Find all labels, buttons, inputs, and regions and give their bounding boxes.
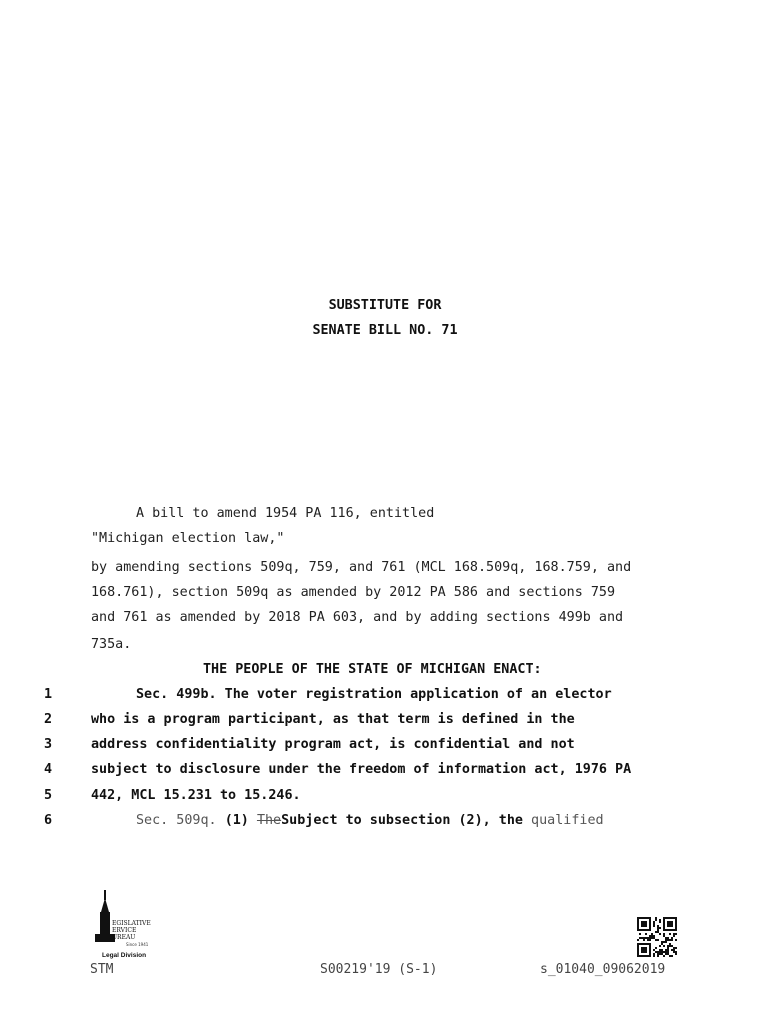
- qr-module: [659, 919, 661, 921]
- qr-module: [675, 947, 677, 949]
- qr-module: [659, 921, 661, 923]
- capitol-dome: [101, 898, 109, 912]
- qr-module: [657, 955, 659, 957]
- qr-module: [655, 917, 657, 919]
- title-line-4: 168.761), section 509q as amended by 2012 PA 586 and sections 759: [91, 585, 616, 600]
- section-label: Sec. 509q.: [136, 813, 217, 828]
- logo-line-3: UREAU: [112, 934, 136, 941]
- qr-module: [663, 955, 665, 957]
- qr-module: [659, 949, 661, 951]
- qr-module: [651, 933, 653, 935]
- qr-module: [675, 951, 677, 953]
- header-line-2: SENATE BILL NO. 71: [312, 323, 458, 338]
- qr-module: [667, 947, 669, 949]
- qr-module: [671, 949, 673, 951]
- title-line-5: and 761 as amended by 2018 PA 603, and by adding sections 499b and: [91, 610, 624, 625]
- qr-module: [643, 937, 645, 939]
- qr-module: [673, 951, 675, 953]
- qr-module: [663, 941, 665, 943]
- qr-module: [659, 951, 661, 953]
- qr-module: [665, 953, 667, 955]
- body-line: 442, MCL 15.231 to 15.246.: [91, 788, 301, 803]
- qr-module: [657, 927, 659, 929]
- qr-module: [655, 931, 657, 933]
- body-line: subject to disclosure under the freedom of information act, 1976 PA: [91, 762, 632, 777]
- qr-module: [669, 933, 671, 935]
- body-line: address confidentiality program act, is confidential and not: [91, 737, 575, 752]
- qr-module: [665, 937, 667, 939]
- qr-module: [665, 939, 667, 941]
- qr-module: [667, 949, 669, 951]
- qr-module: [675, 953, 677, 955]
- line-number: 6: [44, 813, 53, 828]
- qr-module: [671, 955, 673, 957]
- qr-module: [655, 951, 657, 953]
- legislative-service-bureau-logo: [90, 888, 152, 960]
- qr-finder-core: [641, 921, 647, 927]
- qr-module: [645, 937, 647, 939]
- qr-module: [653, 953, 655, 955]
- qr-module: [651, 937, 653, 939]
- qr-module: [659, 953, 661, 955]
- qr-module: [655, 947, 657, 949]
- logo-division: Legal Division: [102, 952, 147, 959]
- footer-center: S00219'19 (S-1): [320, 962, 438, 977]
- qr-module: [661, 949, 663, 951]
- body-line-6: [136, 812, 604, 830]
- qr-module: [669, 943, 671, 945]
- qr-module: [669, 939, 671, 941]
- qr-module: [673, 949, 675, 951]
- qr-module: [649, 937, 651, 939]
- qr-module: [645, 933, 647, 935]
- line-number: 3: [44, 737, 53, 752]
- qr-module: [673, 933, 675, 935]
- footer-right: s_01040_09062019: [540, 962, 666, 977]
- subsection-number: (1): [224, 813, 249, 828]
- qr-module: [675, 939, 677, 941]
- qr-module: [641, 937, 643, 939]
- qr-module: [669, 945, 671, 947]
- qr-module: [657, 931, 659, 933]
- capitol-body: [100, 912, 110, 934]
- qr-module: [639, 933, 641, 935]
- qr-module: [657, 951, 659, 953]
- qr-module: [649, 935, 651, 937]
- qr-module: [673, 947, 675, 949]
- logo-since: Since 1941: [126, 942, 149, 947]
- qr-module: [653, 937, 655, 939]
- qr-module: [667, 945, 669, 947]
- plain-text: qualified: [531, 813, 604, 828]
- qr-module: [643, 939, 645, 941]
- qr-module: [639, 937, 641, 939]
- logo-line-1: EGISLATIVE: [112, 920, 151, 927]
- qr-module: [653, 949, 655, 951]
- qr-module: [667, 937, 669, 939]
- qr-module: [659, 945, 661, 947]
- header-line-1: SUBSTITUTE FOR: [328, 298, 442, 313]
- qr-module: [653, 923, 655, 925]
- qr-module: [657, 929, 659, 931]
- qr-module: [655, 939, 657, 941]
- qr-finder-core: [667, 921, 673, 927]
- inserted-text: Subject to subsection (2), the: [281, 813, 523, 828]
- title-line-2: "Michigan election law,": [91, 531, 285, 546]
- struck-text: The: [256, 813, 282, 828]
- qr-module: [653, 935, 655, 937]
- qr-module: [647, 937, 649, 939]
- qr-module: [653, 955, 655, 957]
- qr-module: [665, 941, 667, 943]
- qr-module: [665, 951, 667, 953]
- qr-module: [671, 939, 673, 941]
- qr-module: [649, 939, 651, 941]
- qr-module: [647, 939, 649, 941]
- qr-module: [657, 939, 659, 941]
- line-number: 1: [44, 687, 53, 702]
- qr-module: [659, 933, 661, 935]
- qr-module: [657, 953, 659, 955]
- qr-module: [663, 945, 665, 947]
- qr-code-icon: [637, 917, 677, 957]
- qr-module: [671, 945, 673, 947]
- qr-module: [659, 927, 661, 929]
- qr-module: [669, 955, 671, 957]
- logo-line-2: ERVICE: [112, 927, 137, 934]
- qr-module: [675, 933, 677, 935]
- line-number: 4: [44, 762, 53, 777]
- qr-module: [663, 933, 665, 935]
- title-line-1: A bill to amend 1954 PA 116, entitled: [136, 506, 435, 521]
- qr-module: [657, 925, 659, 927]
- qr-module: [661, 953, 663, 955]
- title-line-3: by amending sections 509q, 759, and 761 (MCL 168.509q, 168.759, and: [91, 560, 632, 575]
- footer-left: STM: [90, 962, 114, 977]
- qr-module: [661, 951, 663, 953]
- qr-module: [663, 935, 665, 937]
- qr-module: [637, 939, 639, 941]
- body-line: who is a program participant, as that term is defined in the: [91, 712, 575, 727]
- qr-finder-core: [641, 947, 647, 953]
- qr-module: [671, 937, 673, 939]
- qr-module: [663, 951, 665, 953]
- qr-module: [673, 935, 675, 937]
- line-number: 5: [44, 788, 53, 803]
- qr-module: [661, 941, 663, 943]
- qr-module: [651, 935, 653, 937]
- qr-module: [667, 951, 669, 953]
- qr-module: [665, 949, 667, 951]
- line-number: 2: [44, 712, 53, 727]
- title-line-6: 735a.: [91, 637, 132, 652]
- qr-module: [655, 919, 657, 921]
- qr-module: [653, 925, 655, 927]
- body-line: Sec. 499b. The voter registration application of an elector: [136, 687, 612, 702]
- enacting-clause: THE PEOPLE OF THE STATE OF MICHIGAN ENACT:: [203, 662, 542, 677]
- qr-module: [667, 953, 669, 955]
- qr-module: [661, 943, 663, 945]
- qr-module: [667, 939, 669, 941]
- qr-module: [653, 921, 655, 923]
